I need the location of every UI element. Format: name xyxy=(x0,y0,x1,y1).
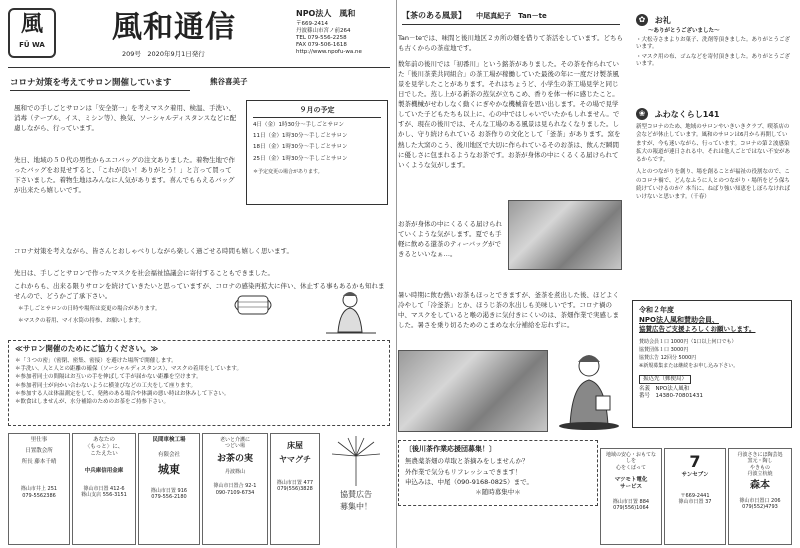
schedule-item: 11日（金）1時30分～手しごとサロン xyxy=(253,133,348,140)
gift-icon: ✿ xyxy=(636,14,648,26)
fee-note: ※新規募集または継続をお申し込み下さい。 xyxy=(639,363,739,370)
ad-line: 079-5562386 xyxy=(22,492,56,499)
membership-line: 協賛広告ご支援よろしくお願いします。 xyxy=(639,325,756,334)
logo-text: FŪ WA xyxy=(19,41,45,49)
fuwa-column xyxy=(636,108,792,201)
page-fold xyxy=(396,0,397,548)
tea-paragraph-1: Tan－teでは、味間と後川地区２カ所の畑を借りて茶活をしています。どちらも古くからの茶産地です。 xyxy=(398,34,624,53)
salon-note-1: ＊手しごとサロンの日時や場所は変更の場合があります。 xyxy=(18,306,161,312)
ad-line: 里仕事 xyxy=(30,437,48,443)
ad-recruit-sponsor xyxy=(322,433,390,545)
fee-item: 協賛広告 12回分 5000円 xyxy=(639,355,697,362)
bank-title: 振込先（郵便局） xyxy=(639,375,691,384)
cooperation-box xyxy=(8,340,390,426)
org-tel: TEL 079-556-2258 xyxy=(296,34,347,41)
salon-paragraph-2: 先日、地域の５０代の男性からエコバッグの注文ありました。着物生地で作ったバッグをお見せすると、「これが良い！ありがとう！」と言って買って下さいました。着物生地はみんなに人気があります。喜んでもらえるバッグが出来たら嬉しいです。 xyxy=(14,156,235,195)
schedule-item: 25日（金）1時30分～手しごとサロン xyxy=(253,155,348,162)
ad-line: 篠山支店 556-3151 xyxy=(81,491,127,498)
issue-info: 209号 2020年9月1日発行 xyxy=(122,50,205,58)
salon-paragraph-5: これからも、出来る限りサロンを続けていきたいと思っていますが、コロナの感染再拡大に伴い、休止する事もあるかも知れませんので、どうかご了承下さい。 xyxy=(14,282,385,301)
thanks-heading xyxy=(636,14,792,26)
ad-morimoto xyxy=(728,448,792,545)
tea-leaves-photo xyxy=(398,350,548,432)
logo xyxy=(8,8,56,58)
ad-satoshigoto xyxy=(8,433,70,545)
ad-line: 篠山市日置 916 xyxy=(150,487,188,494)
fuwa-heading xyxy=(636,108,792,120)
salon-article-title xyxy=(10,77,390,89)
org-name: NPO法人 風和 xyxy=(296,9,356,18)
ad-line: 日置散会所 xyxy=(25,448,53,455)
schedule-note: ＊予定変更の場合があります。 xyxy=(253,168,323,175)
cooperation-item: ＊「３つの密」（密閉、密集、密接）を避けた場所で開催します。 xyxy=(15,357,177,364)
org-address: 丹波篠山市宮ノ前264 xyxy=(296,27,351,34)
cooperation-item: ＊参加者同士が向かい合わないように横並びなどの工夫をして座ります。 xyxy=(15,382,197,389)
ad-line: 079(552)4793 xyxy=(742,504,778,511)
salon-title-underline xyxy=(10,90,190,91)
schedule-item: 18日（金）1時30分～手しごとサロン xyxy=(253,144,348,151)
recruit-title: 〔後川茶作業応援団募集！〕 xyxy=(405,445,496,453)
cooperation-item: ＊参加する人は体温測定をして、発熱のある場合や体調の悪い時はお休みして下さい。 xyxy=(15,390,230,397)
sewing-person-illustration xyxy=(318,290,382,336)
ad-line: 森本 xyxy=(750,480,770,491)
thanks-subtitle: ～ありがとうございました～ xyxy=(648,28,720,35)
recruit-line: 無農薬茶畑の草取と茶摘みをしませんか？ xyxy=(405,457,529,466)
recruit-line: 外作業で気分もリフレッシュできます！ xyxy=(405,467,522,476)
ad-line: 篠山市日置口 206 xyxy=(739,498,781,504)
ad-line: お茶の実 xyxy=(216,453,253,464)
tea-paragraph-2 xyxy=(398,59,624,219)
ad-line: 079(556)3828 xyxy=(277,486,313,493)
salon-paragraph-4: 先日は、手しごとサロンで作ったマスクを社会福祉協議会に寄付することもできました。 xyxy=(14,269,274,277)
ad-line: 中兵庫信用金庫 xyxy=(84,468,124,475)
salon-paragraph-1: 風和での手しごとサロンは「安全第一」を考えマスク着用、検温、手洗い、消毒（テーブル、イス、ミシン等）、換気、ソーシャルディスタンスなどに配慮しながら、行っています。 xyxy=(14,104,237,133)
bank-name: 名義 NPO法人風和 xyxy=(639,385,690,392)
ad-line: サービス xyxy=(619,483,642,490)
fuwa-paragraph: 新型コロナのため、地域のサロンやいきいきクラブ、喫茶店の会などが休止しています。風和のサロンは6月から再開していますが、今も迷いながら、行っています。コロナの第２波感染拡大の報道が連日される中、それは他人ごとではない不安があるからです。 xyxy=(636,124,791,164)
ad-line: 丹波さきにほ陶芸処 xyxy=(737,452,783,458)
ad-line: 篠山市日置 884 xyxy=(612,499,650,506)
ad-line: 〒669-2441 xyxy=(680,493,710,500)
ad-line: 篠山市日置合 92-1 xyxy=(213,483,257,490)
ad-sanseven xyxy=(664,448,726,545)
flower-icon xyxy=(326,436,386,486)
tea-article-author: 中尾真紀子 Tan－te xyxy=(476,12,547,20)
fuwa-paragraph: 人とのつながりを創り、場を創ることが福祉の役割なので、このコロナ禍で、どんなふうに人とのつながり・場所をどう保ち続けていけるのか？本当に、ねばり強い知恵をしぼらなければいけないと思います。（千春） xyxy=(636,169,791,201)
ad-line: 募集中！ xyxy=(340,502,372,512)
fuwa-title: ふわなくらし141 xyxy=(654,109,720,119)
logo-mark-icon: 風 xyxy=(20,12,43,37)
mask-illustration xyxy=(232,292,274,318)
ad-line: こたえたい xyxy=(90,451,118,458)
ad-line: 079(556)1064 xyxy=(613,505,649,512)
ad-line: 床屋 xyxy=(287,441,303,450)
schedule-item: 4日（金）1時30分～手しごとサロン xyxy=(253,122,344,129)
ad-yamaguchi xyxy=(270,433,320,545)
membership-line: NPO法人風和賛助会員、 xyxy=(639,316,719,325)
fee-item: 賛助会員１口 1000円（1口以上何口でも） xyxy=(639,338,737,345)
ad-line: マツモト電化 xyxy=(614,476,648,483)
ad-line: 民間車検工場 xyxy=(152,437,186,443)
membership-box xyxy=(632,300,792,428)
thanks-section xyxy=(636,14,792,68)
ad-line: 篠山市井上 251 xyxy=(20,486,58,493)
salon-note-2: ＊マスクの着用、マイ水筒の持参、お願いします。 xyxy=(18,318,144,324)
ad-line: 窯元・陶し xyxy=(747,458,773,465)
tea-lady-illustration xyxy=(556,348,622,432)
recruit-line: ＊随時募集中＊ xyxy=(475,488,521,497)
header-divider xyxy=(8,67,390,68)
salon-paragraph-3: コロナ対策を考えながら、皆さんとおしゃべりしながら楽しく過ごせる時間も嬉しく思います。 xyxy=(14,247,293,255)
schedule-title: ９月の予定 xyxy=(253,105,381,118)
ad-line: ヤマグチ xyxy=(279,455,311,465)
org-fax: FAX 079-506-1618 xyxy=(296,42,347,49)
ad-line: 地域の安心・おもてなしを xyxy=(605,452,656,465)
ad-line: 協賛広告 xyxy=(340,490,372,500)
thanks-title: お礼 xyxy=(654,15,671,25)
ad-ochanomi xyxy=(202,433,268,545)
ad-line: 所長 藤本千晴 xyxy=(21,459,57,466)
ad-line: やきもの xyxy=(749,464,770,471)
tea-title-underline xyxy=(402,24,620,25)
salon-author: 熊谷喜美子 xyxy=(210,77,248,86)
ad-line: 老いと介護に xyxy=(219,437,250,443)
bank-number: 番号 14380-70801431 xyxy=(639,392,703,399)
org-url[interactable]: http://www.npofu-wa.ne xyxy=(296,49,362,56)
ad-line: 有限会社 xyxy=(157,452,180,459)
tea-article-title: 【茶のある風景】 xyxy=(402,11,466,20)
ad-matsumoto xyxy=(600,448,662,545)
ad-line: 7 xyxy=(689,452,701,471)
schedule-box xyxy=(246,100,388,205)
org-info xyxy=(296,8,392,56)
recruit-box xyxy=(398,440,598,506)
cooperation-item: ＊参加者同士の間隔はお互いの手を伸ばして手が届かない距離を空けます。 xyxy=(15,374,202,381)
ad-shinkin xyxy=(72,433,136,545)
tea-bags-photo xyxy=(508,200,622,270)
cooperation-title: ≪サロン開催のためにご協力ください。≫ xyxy=(15,344,159,353)
ad-line: つどい場 xyxy=(224,443,245,450)
tea-paragraph-2-text: 数年前の後川では「初番川」という銘茶がありました。その茶を作られていた「後川茶業共同組合」の茶工場が稼働していた最後の年に一度だけ製茶風景を見学したことがあります。それはちょうど、小学生の茶工場見学と同じ日でした。蒸し上がる新茶の蒸気が立ちこめ、香りを体一杯に感じたこと。製茶機械がせわしなく動くにぎやかな機械音を思い出します。その場で見学していた子どもたちも以上に、心の中ではしゃいでいたかもしれません。ですが、現在の後川では、そんな工場のある風景は見られなくなりました。しかし、守り続けられている お茶作りの文化として「釜茶」があります。窯を熱した大窯のこう、後川地区で大切に作られているそのお茶は、飲んだ瞬間に優しさに包まれるようなお茶です。お茶が身体の中にくるくる届けられていくような気がします。 xyxy=(398,60,621,169)
ad-line: 〈もっと〉に、 xyxy=(84,444,124,451)
tea-paragraph-4: 暑い時期に飲む熱いお茶もほっとできますが、釜茶を煮出した後、ほどよく冷やして「冷釜茶」とか、ほうじ茶の氷出しも美味しいです。コロナ禍の中、マスクをしていると喉の渇きに気付きにくいのは、茶畑作業で実感しました。暑さを乗り切るためのこまめな水分補給を忘れずに。 xyxy=(398,291,619,330)
ad-line: 丹波篠山 xyxy=(224,469,245,476)
ad-line: 篠山市日置 477 xyxy=(276,479,314,486)
newsletter-title: 風和通信 xyxy=(112,10,236,45)
flower-badge-icon: ❀ xyxy=(636,108,648,120)
thanks-line: ・大松寺さまよりお菓子、洗剤等頂きました。ありがとうございます。 xyxy=(636,37,791,51)
recruit-line: 申込みは、中尾（090-9168-0825）まで。 xyxy=(405,477,534,486)
fee-item: 協賛団体１口 3000円 xyxy=(639,346,689,353)
ad-line: 城東 xyxy=(158,463,180,477)
ad-line: あなたの xyxy=(92,437,115,443)
org-zip: 〒669-2414 xyxy=(296,20,328,27)
ad-line: 079-556-2180 xyxy=(151,493,187,500)
tea-article-header xyxy=(402,10,622,22)
ad-line: 篠山市日置 412-6 xyxy=(83,485,125,492)
tea-paragraph-3-text: お茶が身体の中にくるくる届けられていくような気がします。夏でも手軽に飲める還茶のティーバッグができるといいなぁ…。 xyxy=(398,220,502,259)
ad-line: 篠山市日置 37 xyxy=(678,499,712,506)
salon-title-text: コロナ対策を考えてサロン開催しています xyxy=(10,78,172,88)
ad-line: サンセブン xyxy=(681,472,709,478)
ad-line: 心をくばって xyxy=(615,464,646,471)
membership-line: 令和２年度 xyxy=(639,306,674,314)
cooperation-item: ＊手洗い、人と人との距離の確保（ソーシャルディスタンス）、マスクの着用をしています。 xyxy=(15,366,242,373)
ad-line: 丹波立杭焼 xyxy=(747,470,773,477)
ad-joto xyxy=(138,433,200,545)
ad-line: 090-7109-6734 xyxy=(215,489,255,496)
cooperation-item: ＊飲食はしませんが、水分補給のためのお茶をご持参下さい。 xyxy=(15,399,170,406)
thanks-line: ・マスク用の布、ゴムなどを寄付頂きました。ありがとうございます。 xyxy=(636,53,791,67)
